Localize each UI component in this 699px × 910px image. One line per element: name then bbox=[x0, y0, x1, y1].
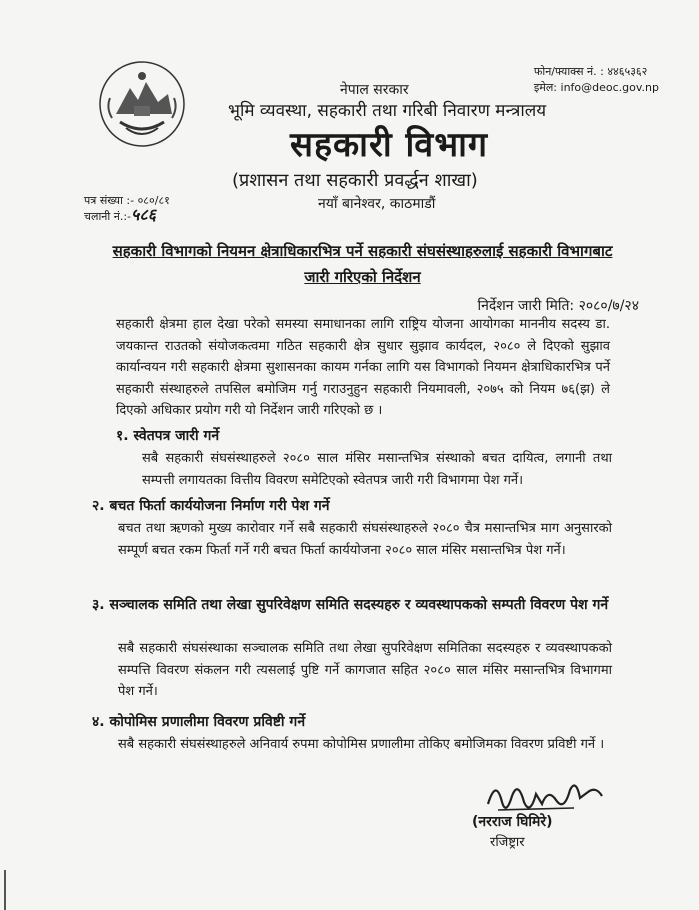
signatory-name: (नरराज घिमिरे) bbox=[472, 814, 553, 830]
item-1-body: सबै सहकारी संघसंस्थाहरुले २०८० साल मंसिर मसान्तभित्र संस्थाको बचत दायित्व, लगानी तथा सम्पत्ती लगायतका वित्तीय विवरण समेटिएको स्वेतपत्र जारी गरी विभागमा पेश गर्ने। bbox=[142, 451, 612, 488]
ministry-name: भूमि व्यवस्था, सहकारी तथा गरिबी निवारण मन्त्रालय bbox=[228, 101, 547, 121]
page-edge-mark bbox=[4, 870, 6, 910]
department-title: सहकारी विभाग bbox=[290, 125, 489, 165]
item-1-heading: १. स्वेतपत्र जारी गर्ने bbox=[116, 428, 220, 444]
item-2-body: बचत तथा ऋणको मुख्य कारोवार गर्ने सबै सहकारी संघसंस्थाहरुले २०८० चैत्र मसान्तभित्र माग अनुसारको सम्पूर्ण बचत रकम फिर्ता गर्ने गरी बचत फिर्ता कार्ययोजना २०८० साल मंसिर मसान्तभित्र पेश गर्ने। bbox=[118, 521, 612, 558]
contact-phone: फोन/फ्याक्स नं. : ४४६५३६२ bbox=[533, 65, 648, 78]
government-name: नेपाल सरकार bbox=[340, 82, 409, 98]
item-3-body: सबै सहकारी संघसंस्थाका सञ्चालक समिति तथा लेखा सुपरिवेक्षण समितिका सदस्यहरु र व्यवस्थापकको सम्पत्ति विवरण संकलन गरी त्यसलाई पुष्टि गर्ने कागजात सहित २०८० साल मंसिर मसान्तभित्र विभागमा पेश गर्ने। bbox=[118, 641, 612, 699]
contact-info bbox=[534, 64, 659, 96]
branch-name: (प्रशासन तथा सहकारी प्रवर्द्धन शाखा) bbox=[232, 170, 478, 191]
issue-date: निर्देशन जारी मिति: २०८०/७/२४ bbox=[477, 298, 639, 314]
dispatch-handwritten: ५८६ bbox=[131, 205, 156, 224]
signatory-title: रजिष्ट्रार bbox=[490, 835, 525, 850]
item-4-heading: ४. कोपोमिस प्रणालीमा विवरण प्रविष्टी गर्ने bbox=[92, 714, 306, 730]
ref-number: पत्र संख्या :- ०८०/८१ bbox=[84, 194, 170, 207]
item-3-heading: ३. सञ्चालक समिति तथा लेखा सुपरिवेक्षण समिति सदस्यहरु र व्यवस्थापकको सम्पती विवरण पेश गर्ने bbox=[92, 597, 609, 613]
contact-email: इमेल: info@deoc.gov.np bbox=[533, 81, 659, 94]
address: नयाँ बानेश्वर, काठमाडौं bbox=[318, 196, 436, 212]
item-4-body: सबै सहकारी संघसंस्थाहरुले अनिवार्य रुपमा कोपोमिस प्रणालीमा तोकिए बमोजिमका विवरण प्रविष्टी गर्ने । bbox=[118, 737, 605, 752]
intro-paragraph: सहकारी क्षेत्रमा हाल देखा परेको समस्या समाधानका लागि राष्ट्रिय योजना आयोगका माननीय सदस्य डा. जयकान्त राउतको संयोजकत्वमा गठित सहकारी क्षेत्र सुधार सुझाव कार्यदल, २०८० ले दिएको सुझाव कार्यान्वयन गरी सहकारी क्षेत्रमा सुशासनका कायम गर्नका लागि यस विभागको नियमन क्षेत्राधिकारभित्र पर्ने सहकारी संस्थाहरुले तपसिल बमोजिम गर्नु गराउनुहुन सहकारी नियमावली, २०७५ को नियम ७६(झ) ले दिएको अधिकार प्रयोग गरी यो निर्देशन जारी गरिएको छ । bbox=[116, 317, 610, 418]
dispatch-number-label: चलानी नं.:- bbox=[84, 210, 132, 223]
item-2-heading: २. बचत फिर्ता कार्ययोजना निर्माण गरी पेश गर्ने bbox=[92, 498, 330, 514]
reference-block bbox=[84, 194, 170, 224]
nepal-emblem-icon bbox=[96, 58, 188, 150]
subject-heading: सहकारी विभागको नियमन क्षेत्राधिकारभित्र पर्ने सहकारी संघसंस्थाहरुलाई सहकारी विभागबाट जारी गरिएको निर्देशन bbox=[112, 242, 613, 286]
dispatch-line bbox=[84, 205, 170, 224]
